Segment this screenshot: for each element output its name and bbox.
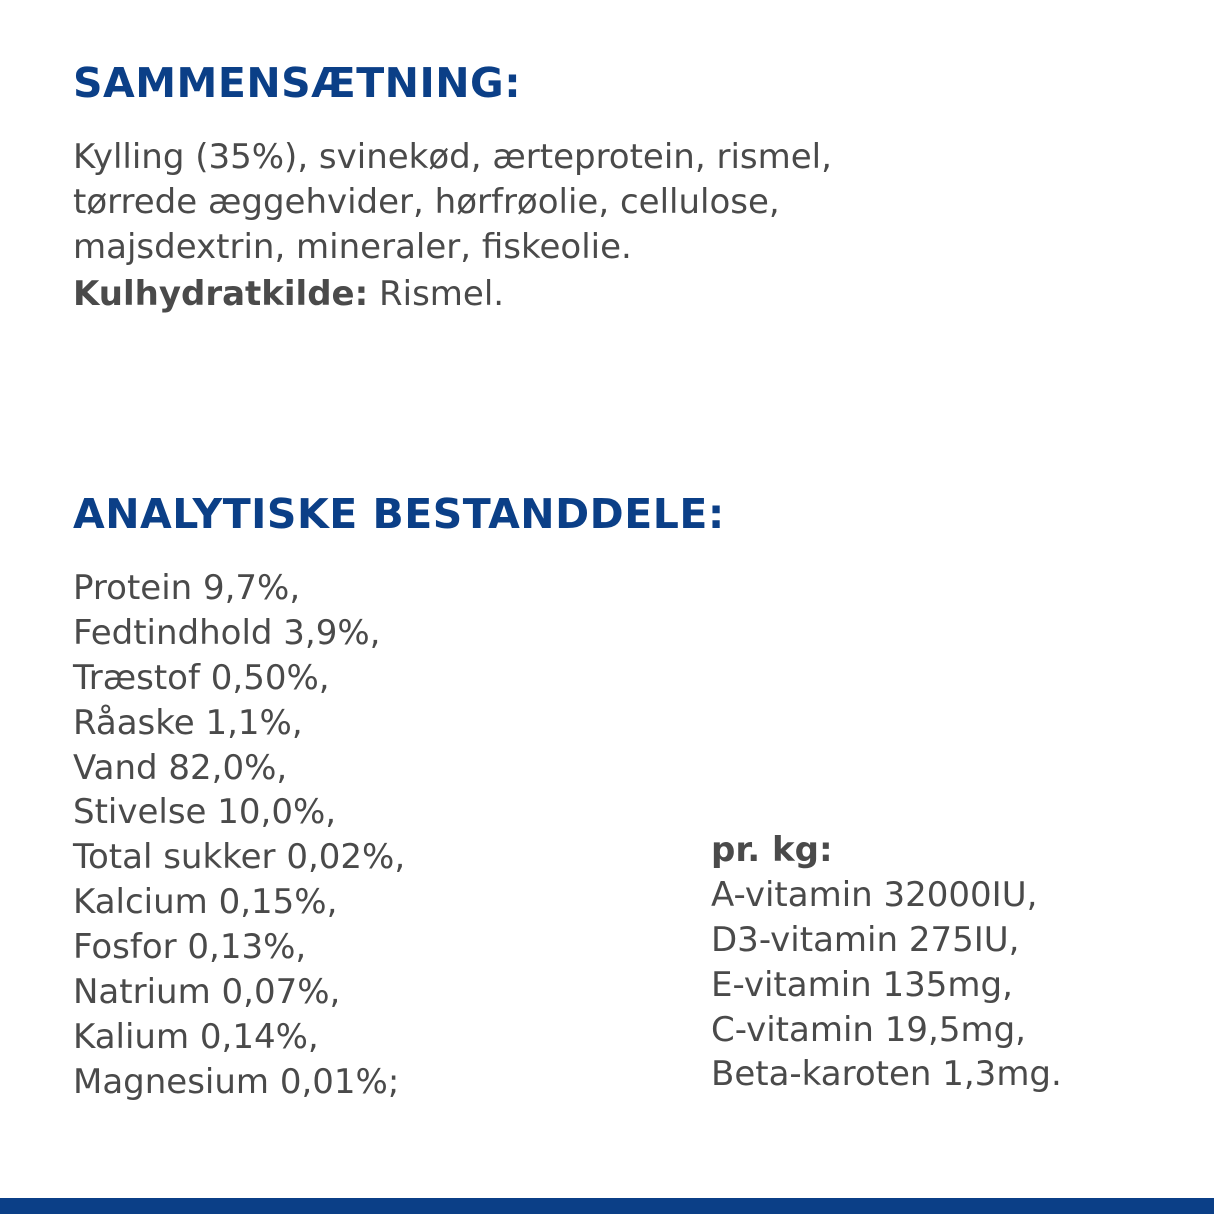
constituent-line: Protein 9,7%, — [73, 568, 301, 609]
vitamin-line: A-vitamin 32000IU, — [711, 874, 1038, 915]
vitamin-line: E-vitamin 135mg, — [711, 964, 1013, 1005]
composition-section — [73, 59, 1133, 317]
vitamin-line: Beta-karoten 1,3mg. — [711, 1054, 1062, 1095]
composition-line: tørrede æggehvider, hørfrøolie, cellulose, — [73, 181, 780, 222]
analytical-constituents-heading: ANALYTISKE BESTANDDELE: — [73, 490, 725, 538]
constituent-line: Vand 82,0%, — [73, 747, 288, 788]
constituent-line: Råaske 1,1%, — [73, 702, 303, 743]
bottom-accent-bar — [0, 1198, 1214, 1214]
carbohydrate-source-value: Rismel. — [379, 273, 505, 314]
carbohydrate-source-line — [73, 272, 1033, 317]
analytical-constituents-section — [73, 490, 1153, 1102]
composition-text — [73, 135, 1033, 317]
constituent-line: Total sukker 0,02%, — [73, 837, 406, 878]
constituent-line: Fedtindhold 3,9%, — [73, 612, 381, 653]
composition-line: majsdextrin, mineraler, fiskeolie. — [73, 226, 632, 267]
constituent-line: Træstof 0,50%, — [73, 657, 330, 698]
carbohydrate-source-label: Kulhydratkilde: — [73, 273, 369, 314]
vitamin-line: D3-vitamin 275IU, — [711, 919, 1020, 960]
constituent-line: Natrium 0,07%, — [73, 971, 341, 1012]
vitamins-heading: pr. kg: — [711, 830, 833, 871]
constituents-column — [73, 566, 693, 1105]
constituent-line: Stivelse 10,0%, — [73, 792, 337, 833]
vitamin-line: C-vitamin 19,5mg, — [711, 1009, 1026, 1050]
constituent-line: Kalcium 0,15%, — [73, 882, 338, 923]
constituent-line: Magnesium 0,01%; — [73, 1061, 400, 1102]
constituent-line: Kalium 0,14%, — [73, 1016, 319, 1057]
composition-line: Kylling (35%), svinekød, ærteprotein, rismel, — [73, 137, 832, 178]
composition-heading: SAMMENSÆTNING: — [73, 59, 522, 107]
constituent-line: Fosfor 0,13%, — [73, 927, 307, 968]
vitamins-column — [711, 828, 1151, 1097]
